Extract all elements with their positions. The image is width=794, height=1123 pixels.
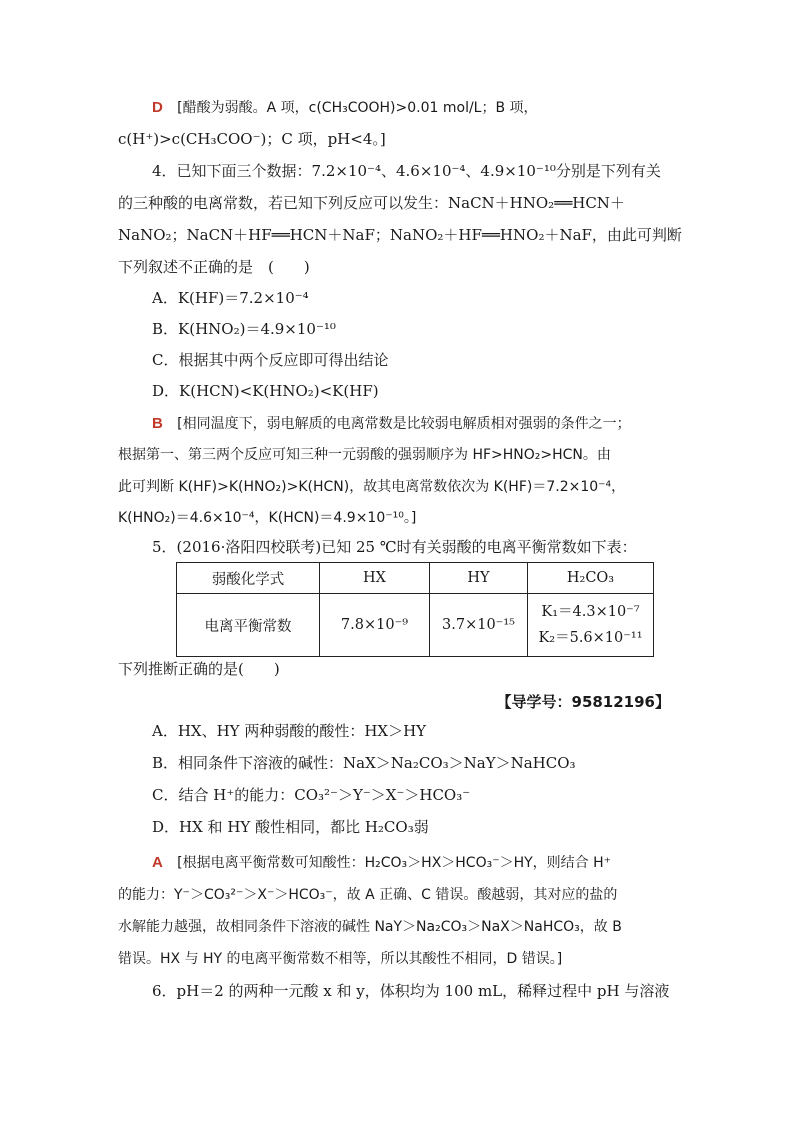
q4-explanation-line-2: 根据第一、第三两个反应可知三种一元弱酸的强弱顺序为 HF>HNO₂>HCN。由 xyxy=(118,447,611,463)
q4-stem-line-2: 的三种酸的电离常数，若已知下列反应可以发生：NaCN＋HNO₂══HCN＋ xyxy=(118,194,625,212)
q4-option-b: B．K(HNO₂)＝4.9×10⁻¹⁰ xyxy=(152,320,336,338)
table-row-label: 电离平衡常数 xyxy=(177,594,320,657)
q4-stem-line-3: NaNO₂；NaCN＋HF══HCN＋NaF；NaNO₂＋HF══HNO₂＋NaF，由此可判断 xyxy=(118,226,682,244)
table-header-cell: 弱酸化学式 xyxy=(177,563,320,594)
q4-stem-line-4: 下列叙述不正确的是 ( ) xyxy=(118,258,310,276)
q3-explanation-line-1 xyxy=(152,97,712,118)
q5-option-d: D．HX 和 HY 酸性相同，都比 H₂CO₃弱 xyxy=(152,818,429,836)
table-header-cell: H₂CO₃ xyxy=(528,563,654,594)
acid-constant-table xyxy=(176,562,654,657)
table-header-cell: HX xyxy=(320,563,430,594)
table-cell-h2co3 xyxy=(528,594,654,657)
q5-explanation-text-1: [根据电离平衡常数可知酸性：H₂CO₃＞HX＞HCO₃⁻＞HY，则结合 H⁺ xyxy=(177,855,612,871)
q5-explanation-line-4: 错误。HX 与 HY 的电离平衡常数不相等，所以其酸性不相同，D 错误。] xyxy=(118,951,563,967)
q3-explanation-line-2: c(H⁺)>c(CH₃COO⁻)；C 项，pH<4。] xyxy=(118,130,386,148)
table-row xyxy=(177,594,654,657)
q5-answer: A xyxy=(152,854,163,871)
table-header-row xyxy=(177,563,654,594)
q4-explanation-line-1 xyxy=(152,413,712,434)
q5-option-c: C．结合 H⁺的能力：CO₃²⁻＞Y⁻＞X⁻＞HCO₃⁻ xyxy=(152,786,471,804)
table-header-cell: HY xyxy=(430,563,528,594)
q4-option-d: D．K(HCN)<K(HNO₂)<K(HF) xyxy=(152,382,379,400)
q5-question: 下列推断正确的是( ) xyxy=(118,660,280,678)
q5-explanation-line-3: 水解能力越强，故相同条件下溶液的碱性 NaY＞Na₂CO₃＞NaX＞NaHCO₃，故 B xyxy=(118,919,622,935)
q4-option-c: C．根据其中两个反应即可得出结论 xyxy=(152,351,389,369)
q5-stem: 5．(2016·洛阳四校联考)已知 25 ℃时有关弱酸的电离平衡常数如下表： xyxy=(152,538,637,556)
table-cell-hx: 7.8×10⁻⁹ xyxy=(320,594,430,657)
k1-value: K₁＝4.3×10⁻⁷ xyxy=(541,604,640,620)
q4-explanation-line-4: K(HNO₂)＝4.6×10⁻⁴，K(HCN)＝4.9×10⁻¹⁰。] xyxy=(118,510,417,526)
q4-stem-line-1: 4．已知下面三个数据：7.2×10⁻⁴、4.6×10⁻⁴、4.9×10⁻¹⁰分别是下列有关 xyxy=(152,162,661,180)
q5-option-a: A．HX、HY 两种弱酸的酸性：HX＞HY xyxy=(152,722,427,740)
q3-answer: D xyxy=(152,99,163,116)
guide-number: 【导学号：95812196】 xyxy=(496,693,670,711)
q4-option-a: A．K(HF)＝7.2×10⁻⁴ xyxy=(152,289,309,307)
k2-value: K₂＝5.6×10⁻¹¹ xyxy=(538,630,643,646)
q5-explanation-line-1 xyxy=(152,852,712,873)
q3-explanation-text-1: [醋酸为弱酸。A 项，c(CH₃COOH)>0.01 mol/L；B 项， xyxy=(177,100,538,116)
q4-answer: B xyxy=(152,415,163,432)
table-cell-hy: 3.7×10⁻¹⁵ xyxy=(430,594,528,657)
q6-stem-line-1: 6．pH＝2 的两种一元酸 x 和 y，体积均为 100 mL，稀释过程中 pH 与溶液 xyxy=(152,982,670,1000)
q4-explanation-line-3: 此可判断 K(HF)>K(HNO₂)>K(HCN)，故其电离常数依次为 K(HF)＝7.2×10⁻⁴， xyxy=(118,479,626,495)
q5-option-b: B．相同条件下溶液的碱性：NaX＞Na₂CO₃＞NaY＞NaHCO₃ xyxy=(152,754,576,772)
q5-explanation-line-2: 的能力：Y⁻＞CO₃²⁻＞X⁻＞HCO₃⁻，故 A 正确、C 错误。酸越弱，其对应的盐的 xyxy=(118,887,618,903)
q4-explanation-text-1: [相同温度下，弱电解质的电离常数是比较弱电解质相对强弱的条件之一； xyxy=(177,416,631,432)
